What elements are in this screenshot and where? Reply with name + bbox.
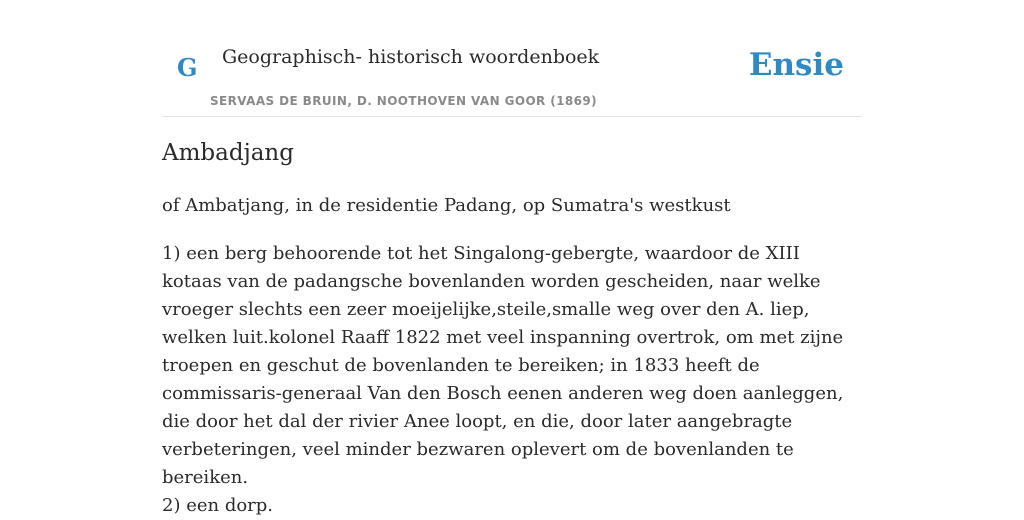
book-letter-icon[interactable]: G — [177, 53, 198, 82]
book-authors: SERVAAS DE BRUIN, D. NOOTHOVEN VAN GOOR (1869) — [210, 94, 598, 108]
entry-subtitle: of Ambatjang, in de residentie Padang, op Sumatra's westkust — [162, 195, 731, 216]
book-header — [162, 0, 862, 117]
entry-title: Ambadjang — [162, 140, 294, 166]
entry-paragraph-1: 1) een berg behoorende tot het Singalong-gebergte, waardoor de XIII kotaas van de padangsche bovenlanden worden gescheiden, naar welke vroeger slechts een zeer moeijelijke,steile,smalle weg over den A. liep, welken luit.kolonel Raaff 1822 met veel inspanning overtrok, om met zijne troepen en geschut de bovenlanden te bereiken; in 1833 heeft de commissaris-generaal Van den Bosch eenen anderen weg doen aanleggen, die door het dal der rivier Anee loopt, en die, door later aangebragte verbeteringen, veel minder bezwaren oplevert om de bovenlanden te bereiken. — [162, 243, 844, 488]
book-title-link[interactable]: Geographisch- historisch woordenboek — [222, 46, 600, 68]
entry-paragraph-2: 2) een dorp. — [162, 495, 274, 516]
page-container — [162, 0, 862, 516]
entry-body — [162, 240, 862, 520]
ensie-logo[interactable]: Ensie — [748, 47, 844, 83]
